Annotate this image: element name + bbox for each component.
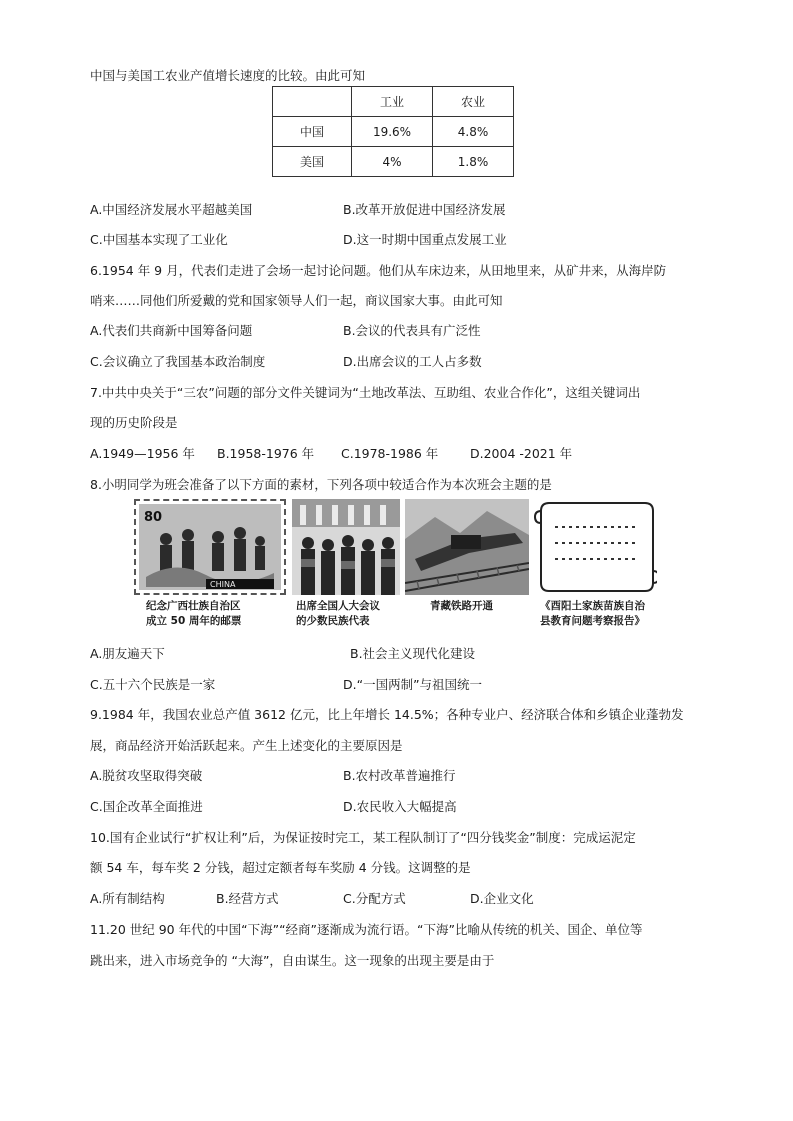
table-cell: 1.8% bbox=[433, 147, 514, 177]
scroll-illustration bbox=[533, 499, 657, 595]
q6-option-d: D.出席会议的工人占多数 bbox=[343, 354, 482, 369]
caption-report-line1: 《酉阳土家族苗族自治 bbox=[540, 600, 645, 612]
table-header-cell bbox=[273, 87, 352, 117]
q6-option-c: C.会议确立了我国基本政治制度 bbox=[90, 354, 266, 369]
railway-photo-illustration bbox=[405, 499, 529, 595]
npc-photo-illustration bbox=[292, 499, 400, 595]
q9-stem-line1: 9.1984 年，我国农业总产值 3612 亿元，比上年增长 14.5%；各种专业户、经济联合体和乡镇企业蓬勃发 bbox=[90, 707, 684, 722]
npc-representatives-photo bbox=[292, 499, 400, 595]
q7-option-a: A.1949—1956 年 bbox=[90, 446, 195, 461]
table-header-cell: 农业 bbox=[433, 87, 514, 117]
q11-stem-line2: 跳出来，进入市场竞争的 “大海”，自由谋生。这一现象的出现主要是由于 bbox=[90, 953, 495, 968]
q5-option-c: C.中国基本实现了工业化 bbox=[90, 232, 228, 247]
q5-option-b: B.改革开放促进中国经济发展 bbox=[343, 202, 506, 217]
caption-npc-line2: 的少数民族代表 bbox=[296, 615, 370, 627]
q9-option-a: A.脱贫攻坚取得突破 bbox=[90, 768, 203, 783]
guangxi-stamp-image bbox=[134, 499, 286, 595]
table-header-cell: 工业 bbox=[352, 87, 433, 117]
table-cell: 4% bbox=[352, 147, 433, 177]
q7-option-b: B.1958-1976 年 bbox=[217, 446, 315, 461]
qinghai-tibet-railway-photo bbox=[405, 499, 529, 595]
caption-stamp bbox=[146, 599, 241, 629]
q7-stem-line1: 7.中共中央关于“三农”问题的部分文件关键词为“土地改革法、互助组、农业合作化”，这组关键词出 bbox=[90, 385, 641, 400]
q10-option-d: D.企业文化 bbox=[470, 891, 534, 906]
caption-railway bbox=[430, 599, 493, 614]
q7-option-d: D.2004 -2021 年 bbox=[470, 446, 573, 461]
q8-option-b: B.社会主义现代化建设 bbox=[350, 646, 476, 661]
q9-option-b: B.农村改革普遍推行 bbox=[343, 768, 456, 783]
table-cell: 19.6% bbox=[352, 117, 433, 147]
table-header-row bbox=[273, 87, 514, 117]
q6-stem-line1: 6.1954 年 9 月，代表们走进了会场一起讨论问题。他们从车床边来，从田地里来，从矿井来，从海岸防 bbox=[90, 263, 667, 278]
q9-option-d: D.农民收入大幅提高 bbox=[343, 799, 457, 814]
stamp-illustration bbox=[136, 501, 284, 593]
growth-comparison-table bbox=[272, 86, 514, 177]
table-row bbox=[273, 147, 514, 177]
q5-option-a: A.中国经济发展水平超越美国 bbox=[90, 202, 253, 217]
q7-option-c: C.1978-1986 年 bbox=[341, 446, 439, 461]
q7-stem-line2: 现的历史阶段是 bbox=[90, 415, 178, 430]
table-cell: 4.8% bbox=[433, 117, 514, 147]
q8-option-a: A.朋友遍天下 bbox=[90, 646, 165, 661]
q6-stem-line2: 哨来……同他们所爱戴的党和国家领导人们一起，商议国家大事。由此可知 bbox=[90, 293, 503, 308]
q5-option-d: D.这一时期中国重点发展工业 bbox=[343, 232, 507, 247]
q9-stem-line2: 展，商品经济开始活跃起来。产生上述变化的主要原因是 bbox=[90, 738, 403, 753]
caption-npc bbox=[296, 599, 380, 629]
q11-stem-line1: 11.20 世纪 90 年代的中国“下海”“经商”逐渐成为流行语。“下海”比喻从传统的机关、国企、单位等 bbox=[90, 922, 643, 937]
q9-option-c: C.国企改革全面推进 bbox=[90, 799, 203, 814]
q5-intro: 中国与美国工农业产值增长速度的比较。由此可知 bbox=[90, 68, 366, 83]
stamp-value: 80 bbox=[144, 510, 163, 525]
q10-stem-line2: 额 54 车，每车奖 2 分钱，超过定额者每车奖励 4 分钱。这调整的是 bbox=[90, 860, 471, 875]
caption-npc-line1: 出席全国人大会议 bbox=[296, 600, 380, 612]
caption-stamp-line1: 纪念广西壮族自治区 bbox=[146, 600, 241, 612]
education-report-scroll-image bbox=[533, 499, 657, 595]
q10-option-b: B.经营方式 bbox=[216, 891, 279, 906]
caption-report-line2: 县教育问题考察报告》 bbox=[540, 615, 645, 627]
q8-option-d: D.“一国两制”与祖国统一 bbox=[343, 677, 483, 692]
table-cell: 美国 bbox=[273, 147, 352, 177]
caption-report bbox=[540, 599, 645, 629]
q8-option-c: C.五十六个民族是一家 bbox=[90, 677, 216, 692]
q10-option-a: A.所有制结构 bbox=[90, 891, 165, 906]
q6-option-b: B.会议的代表具有广泛性 bbox=[343, 323, 481, 338]
stamp-country: CHINA bbox=[210, 580, 236, 589]
q8-stem: 8.小明同学为班会准备了以下方面的素材，下列各项中较适合作为本次班会主题的是 bbox=[90, 477, 552, 492]
table-cell: 中国 bbox=[273, 117, 352, 147]
caption-stamp-line2: 成立 50 周年的邮票 bbox=[146, 615, 242, 627]
caption-railway-line1: 青藏铁路开通 bbox=[430, 600, 493, 612]
q10-stem-line1: 10.国有企业试行“扩权让利”后，为保证按时完工，某工程队制订了“四分钱奖金”制度：完成运泥定 bbox=[90, 830, 636, 845]
table-row bbox=[273, 117, 514, 147]
q6-option-a: A.代表们共商新中国筹备问题 bbox=[90, 323, 253, 338]
q10-option-c: C.分配方式 bbox=[343, 891, 406, 906]
